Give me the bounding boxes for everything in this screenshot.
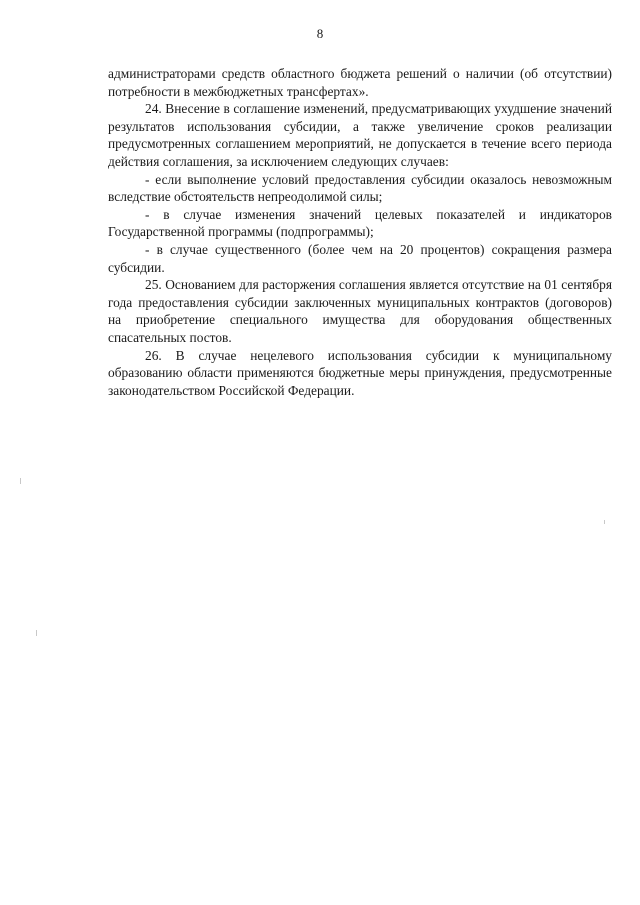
paragraph-item-25: 25. Основанием для расторжения соглашения является отсутствие на 01 сентября года предоставления субсидии заключенных муниципальных контрактов (договоров) на приобретение специального имущества для оборудования общественных спасательных постов. (108, 277, 612, 345)
scan-artifact-right-1 (604, 520, 605, 524)
paragraph-item-24-case-2: - в случае изменения значений целевых показателей и индикаторов Государственной программы (подпрограммы); (108, 206, 612, 240)
page-number: 8 (316, 26, 324, 41)
scan-artifact-left-2 (36, 630, 37, 636)
paragraph-item-24-case-1: - если выполнение условий предоставления субсидии оказалось невозможным вследствие обстоятельств непреодолимой силы; (108, 171, 612, 205)
paragraph-item-24-case-3: - в случае существенного (более чем на 20 процентов) сокращения размера субсидии. (108, 241, 612, 275)
paragraph-continuation: администраторами средств областного бюджета решений о наличии (об отсутствии) потребности в межбюджетных трансфертах». (108, 66, 612, 99)
document-body (108, 65, 612, 399)
paragraph-item-26: 26. В случае нецелевого использования субсидии к муниципальному образованию области применяются бюджетные меры принуждения, предусмотренные законодательством Российской Федерации. (108, 347, 612, 398)
paragraph-item-24: 24. Внесение в соглашение изменений, предусматривающих ухудшение значений результатов использования субсидии, а также увеличение сроков реализации предусмотренных соглашением мероприятий, не допускается в течение всего периода действия соглашения, за исключением следующих случаев: (108, 101, 612, 169)
scan-artifact-left-1 (20, 478, 21, 484)
